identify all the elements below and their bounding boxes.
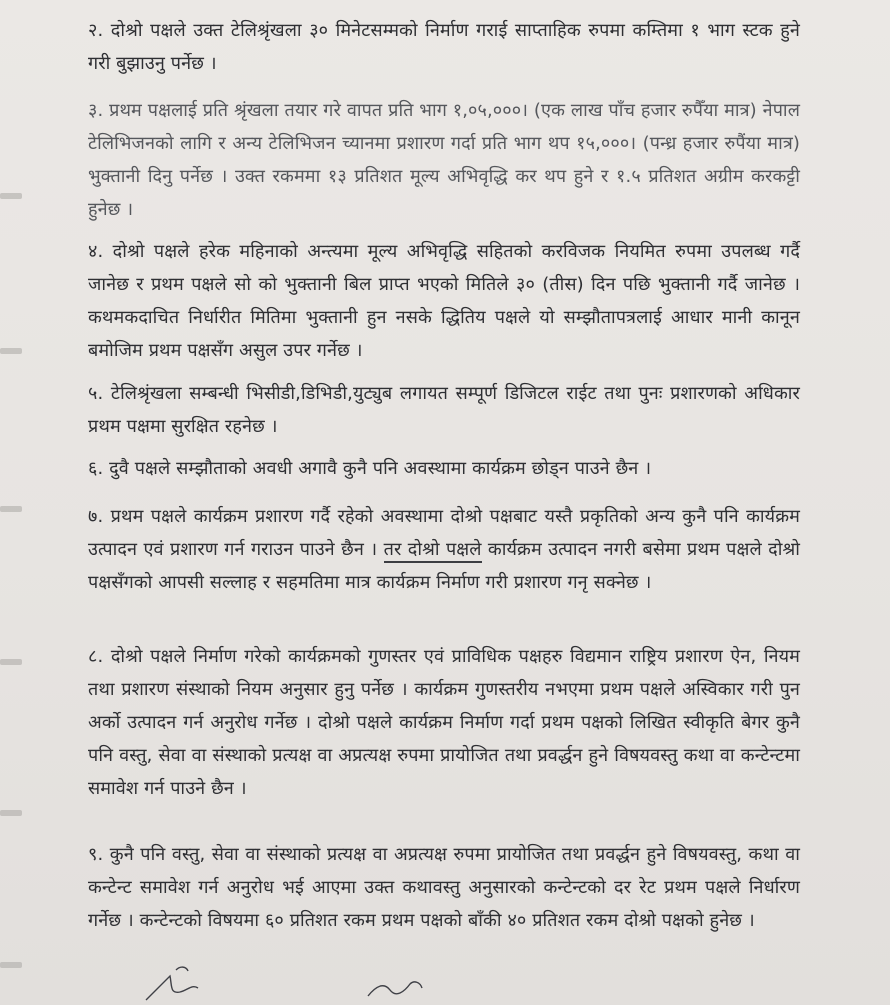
margin-mark xyxy=(0,193,22,199)
margin-mark xyxy=(0,348,22,354)
clause-7-text-a: ७. प्रथम पक्षले कार्यक्रम प्रशारण गर्दै रहेको अवस्थामा दोश्रो पक्षबाट यस्तै प्रकृतिको अन्य कुनै पनि कार्यक्रम उत्पादन एवं प्रशारण गर्न गराउन पाउने छैन । xyxy=(88,506,800,560)
clause-3: ३. प्रथम पक्षलाई प्रति श्रृंखला तयार गरे वापत प्रति भाग १,०५,०००। (एक लाख पाँच हजार रुपैँया मात्र) नेपाल टेलिभिजनको लागि र अन्य टेलिभिजन च्यानमा प्रशारण गर्दा प्रति भाग थप १५,०००। (पन्ध्र हजार रुपैंया मात्र) भुक्तानी दिनु पर्नेछ । उक्त रकममा १३ प्रतिशत मूल्य अभिवृद्धि कर थप हुने र १.५ प्रतिशत अग्रीम करकट्टी हुनेछ । xyxy=(88,100,800,220)
margin-mark xyxy=(0,506,22,512)
signature-mark-right xyxy=(360,972,440,1005)
margin-mark xyxy=(0,962,22,968)
clause-7-text-b: कार्यक्रम उत्पादन नगरी बसेमा प्रथम पक्षले दोश्रो पक्षसँगको आपसी सल्लाह र सहमतिमा मात्र कार्यक्रम निर्माण गरी प्रशारण गनृ सक्नेछ । xyxy=(88,539,800,593)
margin-mark xyxy=(0,810,22,816)
clause-8: ८. दोश्रो पक्षले निर्माण गरेको कार्यक्रमको गुणस्तर एवं प्राविधिक पक्षहरु विद्यमान राष्ट्रिय प्रशारण ऐन, नियम तथा प्रशारण संस्थाको नियम अनुसार हुनु पर्नेछ । कार्यक्रम गुणस्तरीय नभएमा प्रथम पक्षले अस्विकार गरी पुन अर्को उत्पादन गर्न अनुरोध गर्नेछ । दोश्रो पक्षले कार्यक्रम निर्माण गर्दा प्रथम पक्षको लिखित स्वीकृति बेगर कुनै पनि वस्तु, सेवा वा संस्थाको प्रत्यक्ष वा अप्रत्यक्ष रुपमा प्रायोजित तथा प्रवर्द्धन हुने विषयवस्तु कथा वा कन्टेन्टमा समावेश गर्न पाउने छैन । xyxy=(88,646,800,799)
clause-5: ५. टेलिश्रृंखला सम्बन्धी भिसीडी,डिभिडी,युट्युब लगायत सम्पूर्ण डिजिटल राईट तथा पुनः प्रशारणको अधिकार प्रथम पक्षमा सुरक्षित रहनेछ । xyxy=(88,383,800,437)
margin-mark xyxy=(0,659,22,665)
clause-7 xyxy=(88,500,800,599)
clause-9: ९. कुनै पनि वस्तु, सेवा वा संस्थाको प्रत्यक्ष वा अप्रत्यक्ष रुपमा प्रायोजित तथा प्रवर्द्धन हुने विषयवस्तु, कथा वा कन्टेन्ट समावेश गर्न अनुरोध भई आएमा उक्त कथावस्तु अनुसारको कन्टेन्टको दर रेट प्रथम पक्षले निर्धारण गर्नेछ । कन्टेन्टको विषयमा ६० प्रतिशत रकम प्रथम पक्षको बाँकी ४० प्रतिशत रकम दोश्रो पक्षको हुनेछ । xyxy=(88,844,800,931)
clause-2: २. दोश्रो पक्षले उक्त टेलिश्रृंखला ३० मिनेटसम्मको निर्माण गराई साप्ताहिक रुपमा कम्तिमा १ भाग स्टक हुने गरी बुझाउनु पर्नेछ । xyxy=(88,20,800,74)
clause-4: ४. दोश्रो पक्षले हरेक महिनाको अन्त्यमा मूल्य अभिवृद्धि सहितको करविजक नियमित रुपमा उपलब्ध गर्दै जानेछ र प्रथम पक्षले सो को भुक्तानी बिल प्राप्त भएको मितिले ३० (तीस) दिन पछि भुक्तानी गर्दै जानेछ । कथमकदाचित निर्धारीत मितिमा भुक्तानी हुन नसके द्धितिय पक्षले यो सम्झौतापत्रलाई आधार मानी कानून बमोजिम प्रथम पक्षसँग असुल उपर गर्नेछ । xyxy=(88,241,800,361)
clause-7-underlined-phrase: तर दोश्रो पक्षले xyxy=(384,539,482,563)
signature-mark-left xyxy=(140,962,220,1005)
clause-6: ६. दुवै पक्षले सम्झौताको अवधी अगावै कुनै पनि अवस्थामा कार्यक्रम छोड्न पाउने छैन । xyxy=(88,458,652,479)
